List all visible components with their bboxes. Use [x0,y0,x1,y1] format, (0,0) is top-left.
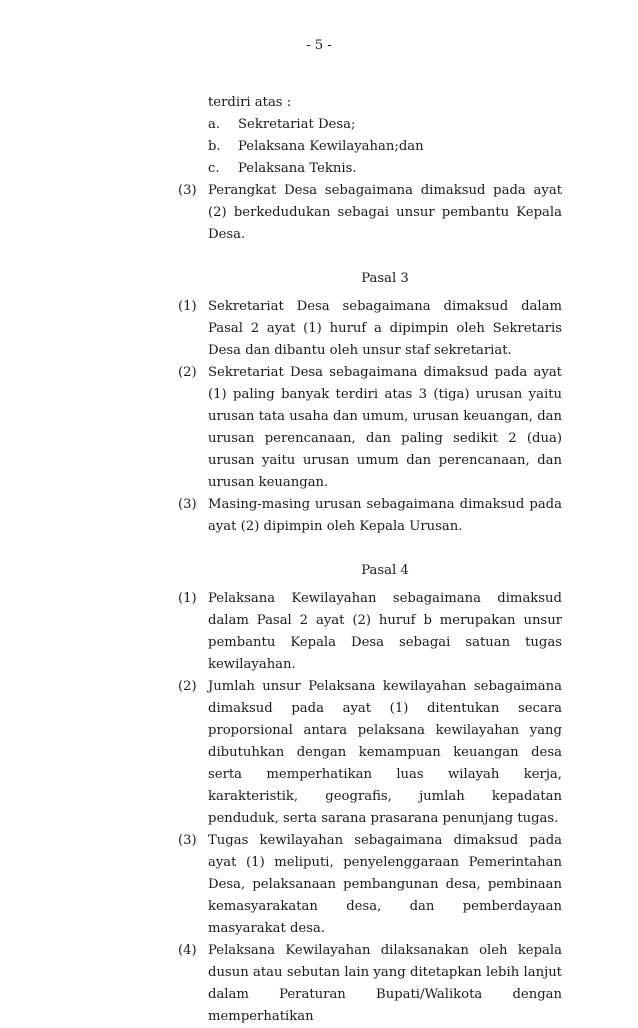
ayat-text: Jumlah unsur Pelaksana kewilayahan sebagaimana dimaksud pada ayat (1) ditentukan secara proporsional antara pelaksana kewilayahan yang dibutuhkan dengan kemampuan keuangan desa serta memperhatikan luas wilayah kerja, karakteristik, geografis, jumlah kepadatan penduduk, serta sarana prasarana penunjang tugas. [208,679,562,826]
ayat-number: (3) [178,183,197,198]
ayat-text: Pelaksana Kewilayahan dilaksanakan oleh kepala dusun atau sebutan lain yang ditetapkan lebih lanjut dalam Peraturan Bupati/Walikota dengan memperhatikan [208,943,562,1024]
ayat-paragraph [178,940,562,1028]
list-item-letter: a. [208,117,221,132]
list-item-text: Pelaksana Teknis. [238,161,357,176]
ayat-number: (3) [178,497,197,512]
ayat-paragraph [178,296,562,362]
intro-lead: terdiri atas : [208,95,292,110]
ayat-text: Sekretariat Desa sebagaimana dimaksud dalam Pasal 2 ayat (1) huruf a dipimpin oleh Sekretaris Desa dan dibantu oleh unsur staf sekretariat. [208,299,562,358]
ayat-text: Masing-masing urusan sebagaimana dimaksud pada ayat (2) dipimpin oleh Kepala Urusan. [208,497,562,534]
ayat-number: (4) [178,943,197,958]
list-item-text: Pelaksana Kewilayahan;dan [238,139,424,154]
ayat-number: (1) [178,299,197,314]
page-number: - 5 - [306,38,332,53]
ayat-text: Perangkat Desa sebagaimana dimaksud pada ayat (2) berkedudukan sebagai unsur pembantu Kepala Desa. [208,183,562,242]
list-item [178,114,562,136]
ayat-paragraph [178,494,562,538]
pasal-3-title: Pasal 3 [361,271,409,286]
list-item-text: Sekretariat Desa; [238,117,356,132]
list-item [178,136,562,158]
ayat-text: Sekretariat Desa sebagaimana dimaksud pada ayat (1) paling banyak terdiri atas 3 (tiga) urusan yaitu urusan tata usaha dan umum, urusan keuangan, dan urusan perencanaan, dan paling sedikit 2 (dua) urusan yaitu urusan umum dan perencanaan, dan urusan keuangan. [208,365,562,490]
ayat-paragraph [178,830,562,940]
document-body [178,92,562,1028]
list-item-letter: b. [208,139,221,154]
list-item [178,158,562,180]
ayat-number: (2) [178,365,197,380]
list-item-letter: c. [208,161,220,176]
pasal-4-title: Pasal 4 [361,563,409,578]
ayat-paragraph [178,180,562,246]
ayat-paragraph [178,676,562,830]
ayat-paragraph [178,588,562,676]
ayat-number: (3) [178,833,197,848]
ayat-number: (1) [178,591,197,606]
ayat-number: (2) [178,679,197,694]
ayat-paragraph [178,362,562,494]
ayat-text: Pelaksana Kewilayahan sebagaimana dimaksud dalam Pasal 2 ayat (2) huruf b merupakan unsur pembantu Kepala Desa sebagai satuan tugas kewilayahan. [208,591,562,672]
ayat-text: Tugas kewilayahan sebagaimana dimaksud pada ayat (1) meliputi, penyelenggaraan Pemerintahan Desa, pelaksanaan pembangunan desa, pembinaan kemasyarakatan desa, dan pemberdayaan masyarakat desa. [208,833,562,936]
